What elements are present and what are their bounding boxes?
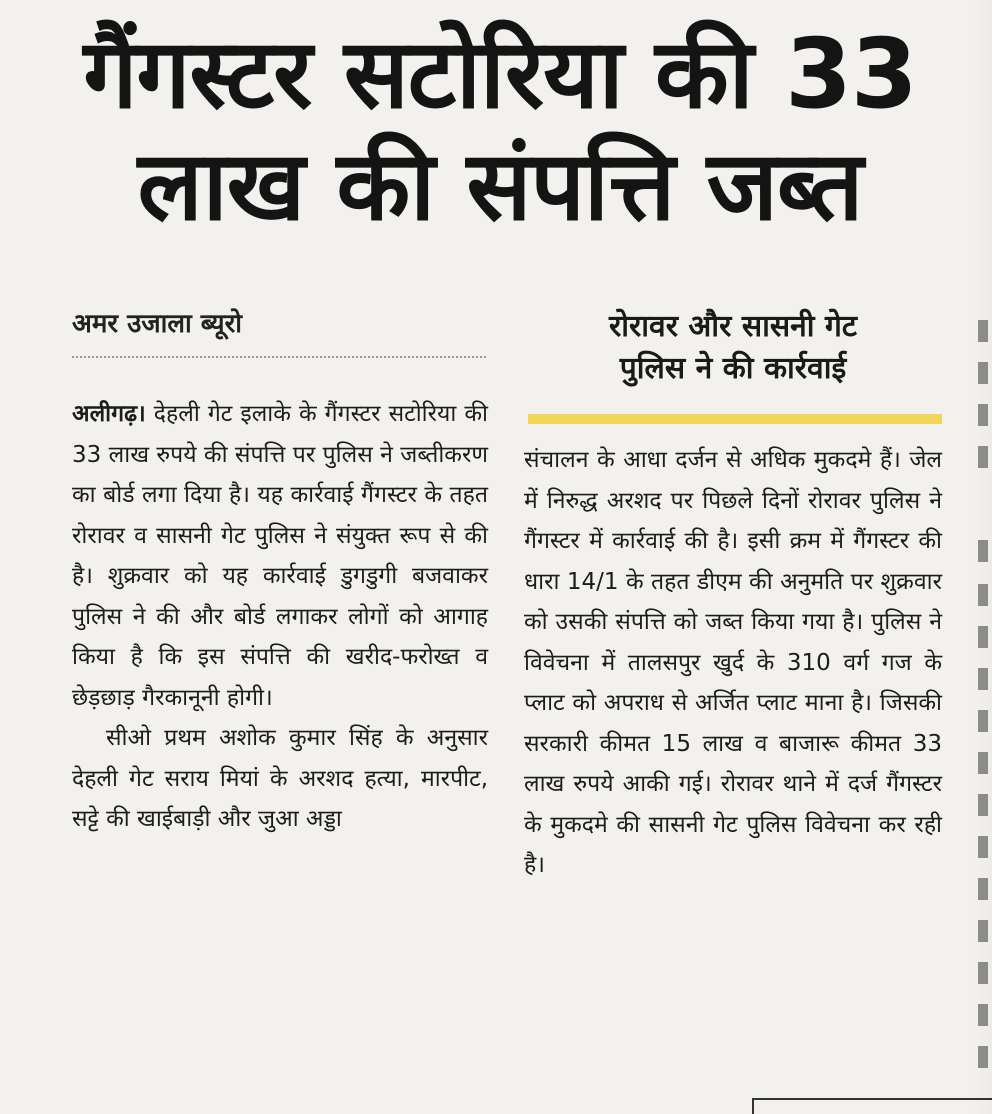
dateline: अलीगढ़।: [72, 401, 146, 427]
paragraph-2: सीओ प्रथम अशोक कुमार सिंह के अनुसार देहली गेट सराय मियां के अरशद हत्या, मारपीट, सट्टे की खाईबाड़ी और जुआ अड्डा: [72, 725, 488, 832]
subheadline-underline: [528, 414, 942, 424]
subheadline: [524, 306, 942, 390]
article-column-2: [524, 440, 942, 886]
paragraph-1: [72, 394, 488, 718]
article-column-1: [72, 394, 488, 840]
headline-line-1: गैंगस्टर सटोरिया की 33: [83, 18, 917, 130]
adjacent-column-edge: [970, 0, 992, 1114]
adjacent-box-edge: [752, 1098, 992, 1114]
paragraph-1-body: देहली गेट इलाके के गैंगस्टर सटोरिया की 33 लाख रुपये की संपत्ति पर पुलिस ने जब्तीकरण का बोर्ड लगा दिया है। यह कार्रवाई गैंगस्टर के तहत रोरावर व सासनी गेट पुलिस ने संयुक्त रूप से की है। शुक्रवार को यह कार्रवाई डुगडुगी बजवाकर पुलिस ने की और बोर्ड लगाकर लोगों को आगाह किया है कि इस संपत्ति की खरीद-फरोख्त व छेड़छाड़ गैरकानूनी होगी।: [72, 401, 488, 711]
byline: अमर उजाला ब्यूरो: [72, 309, 242, 339]
byline-divider: [72, 356, 486, 358]
headline: [40, 18, 960, 242]
subheadline-line-1: रोरावर और सासनी गेट: [608, 309, 858, 344]
paragraph-3: संचालन के आधा दर्जन से अधिक मुकदमे हैं। जेल में निरुद्ध अरशद पर पिछले दिनों रोरावर पुलिस ने गैंगस्टर में कार्रवाई की है। इसी क्रम में गैंगस्टर की धारा 14/1 के तहत डीएम की अनुमति पर शुक्रवार को उसकी संपत्ति को जब्त किया गया है। पुलिस ने विवेचना में तालसपुर खुर्द के 310 वर्ग गज के प्लाट को अपराध से अर्जित प्लाट माना है। जिसकी सरकारी कीमत 15 लाख व बाजारू कीमत 33 लाख रुपये आकी गई। रोरावर थाने में दर्ज गैंगस्टर के मुकदमे की सासनी गेट पुलिस विवेचना कर रही है।: [524, 447, 942, 878]
headline-line-2: लाख की संपत्ति जब्त: [137, 130, 863, 242]
subheadline-line-2: पुलिस ने की कार्रवाई: [619, 351, 847, 386]
